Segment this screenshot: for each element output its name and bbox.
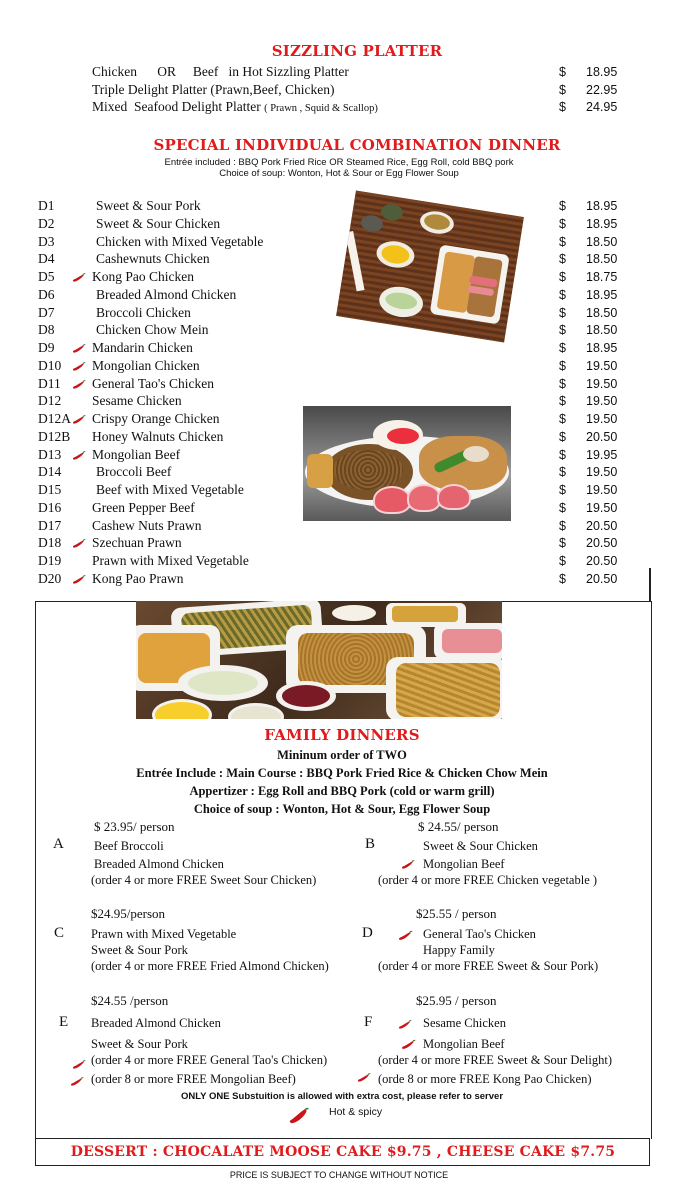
item-code: D15 (38, 482, 62, 497)
item-price: 19.50 (586, 412, 618, 426)
combination-item (0, 233, 682, 251)
family-entree-include: Entrée Include : Main Course : BBQ Pork Fried Rice & Chicken Chow Mein (136, 766, 548, 780)
item-code: D2 (38, 215, 55, 231)
item-code: D4 (38, 251, 55, 267)
set-dish: Mongolian Beef (423, 1037, 505, 1051)
spicy-pepper-icon (70, 1077, 84, 1087)
item-price: 18.75 (586, 270, 618, 284)
item-code: D6 (38, 286, 55, 302)
item-code: D19 (38, 553, 62, 568)
item-code: D3 (38, 233, 55, 249)
sizzling-item (0, 81, 682, 99)
currency: $ (559, 65, 566, 79)
set-price: $ 23.95/ person (94, 819, 175, 834)
currency: $ (559, 341, 566, 355)
item-price: 18.50 (586, 305, 618, 320)
set-bonus: (order 4 or more FREE Sweet Sour Chicken) (91, 873, 317, 887)
item-name: Sweet & Sour Pork (96, 198, 201, 213)
currency: $ (559, 323, 566, 338)
item-code: D12 (38, 393, 62, 409)
item-code: D1 (38, 198, 55, 213)
item-price: 19.95 (586, 447, 618, 462)
item-name: Breaded Almond Chicken (96, 286, 237, 302)
item-name: Mandarin Chicken (92, 340, 193, 355)
set-price: $ 24.55/ person (418, 819, 499, 834)
item-price: 18.50 (586, 252, 618, 267)
item-price: 18.95 (586, 65, 618, 79)
item-price: 20.50 (586, 571, 618, 586)
combination-item (0, 375, 682, 393)
item-code: D16 (38, 499, 62, 515)
set-letter: A (53, 836, 64, 852)
set-dish: Prawn with Mixed Vegetable (91, 927, 237, 941)
item-price: 18.95 (586, 287, 618, 302)
set-bonus: (order 4 or more FREE General Tao's Chicken) (91, 1053, 328, 1067)
item-code: D17 (38, 517, 62, 533)
currency: $ (559, 412, 566, 426)
spicy-pepper-icon (72, 362, 86, 372)
sizzling-item (0, 98, 682, 116)
set-letter: F (364, 1014, 373, 1030)
hot-spicy-pepper-icon (288, 1105, 312, 1127)
currency: $ (559, 394, 566, 409)
currency: $ (559, 447, 566, 462)
dessert-text: DESSERT : CHOCALATE MOOSE CAKE $9.75 , CHEESE CAKE $7.75 (70, 1144, 616, 1160)
item-code: D9 (38, 340, 55, 355)
set-dish: Sweet & Sour Chicken (423, 839, 538, 853)
set-letter: D (362, 925, 373, 941)
spicy-pepper-icon (401, 860, 415, 870)
spicy-pepper-icon (398, 1020, 412, 1030)
family-soup-choice: Choice of soup : Wonton, Hot & Sour, Egg Flower Soup (193, 802, 491, 816)
set-dish: Beef Broccoli (94, 839, 164, 853)
item-code: D13 (38, 446, 62, 462)
item-name: Sweet & Sour Chicken (96, 215, 221, 231)
item-code: D5 (38, 269, 55, 284)
item-code: D14 (38, 464, 62, 480)
item-name-text: Mixed Seafood Delight Platter (92, 99, 265, 114)
set-dish: Sweet & Sour Pork (91, 1037, 188, 1051)
set-price: $24.95/person (91, 906, 166, 921)
set-dish: Breaded Almond Chicken (91, 1016, 221, 1030)
item-code: D7 (38, 304, 55, 320)
item-code: D12A (38, 411, 71, 426)
currency: $ (559, 483, 566, 497)
spicy-pepper-icon (72, 539, 86, 549)
item-price: 20.50 (586, 536, 618, 551)
set-letter: C (54, 925, 65, 941)
item-code: D12B (38, 428, 71, 444)
item-name: Kong Pao Prawn (92, 570, 184, 586)
item-name: Broccoli Beef (96, 464, 172, 480)
combination-item (0, 534, 682, 552)
currency: $ (559, 287, 566, 302)
currency: $ (559, 234, 566, 249)
hot-spicy-label: Hot & spicy (329, 1106, 383, 1118)
combo-dinner-plate-photo (303, 406, 511, 521)
spicy-pepper-icon (357, 1073, 371, 1083)
combo-dinner-tray-photo (336, 190, 524, 342)
item-price: 24.95 (586, 100, 618, 114)
spicy-pepper-icon (72, 415, 86, 425)
item-name: Mongolian Beef (92, 446, 181, 462)
item-price: 20.50 (586, 554, 618, 568)
set-bonus: (order 4 or more FREE Sweet & Sour Pork) (378, 959, 599, 973)
item-price: 19.50 (586, 376, 618, 391)
item-name: Cashewnuts Chicken (96, 251, 210, 267)
set-dish: Breaded Almond Chicken (94, 857, 224, 871)
set-dish: Mongolian Beef (423, 857, 505, 871)
family-minimum-order: Mininum order of TWO (277, 748, 407, 762)
vertical-rule (649, 568, 651, 602)
item-note: ( Prawn , Squid & Scallop) (264, 103, 378, 114)
spicy-pepper-icon (72, 273, 86, 283)
item-name: Broccoli Chicken (96, 304, 191, 320)
combination-item (0, 197, 682, 215)
item-price: 20.50 (586, 518, 618, 533)
currency: $ (559, 83, 566, 97)
set-letter: B (365, 836, 376, 852)
currency: $ (559, 270, 566, 284)
item-price: 18.95 (586, 199, 618, 213)
spicy-pepper-icon (72, 1060, 86, 1070)
item-name: Kong Pao Chicken (92, 269, 194, 284)
item-price: 19.50 (586, 483, 618, 497)
item-name: Chicken Chow Mein (96, 322, 209, 338)
set-bonus: (order 4 or more FREE Chicken vegetable ) (378, 873, 598, 887)
set-bonus: (order 4 or more FREE Fried Almond Chicken) (91, 959, 329, 973)
combination-item (0, 215, 682, 233)
combination-item (0, 357, 682, 375)
combination-item (0, 321, 682, 339)
item-price: 18.95 (586, 341, 618, 355)
item-name (92, 98, 378, 118)
item-code: D18 (38, 535, 62, 551)
currency: $ (559, 376, 566, 391)
item-name: Prawn with Mixed Vegetable (92, 553, 249, 568)
item-name: Sesame Chicken (92, 393, 182, 409)
item-name: General Tao's Chicken (92, 375, 214, 391)
spicy-pepper-icon (72, 451, 86, 461)
family-dinner-spread-photo (136, 601, 502, 719)
currency: $ (559, 358, 566, 373)
item-name: Cashew Nuts Prawn (92, 517, 202, 533)
currency: $ (559, 554, 566, 568)
spicy-pepper-icon (398, 930, 413, 942)
item-price: 19.50 (586, 358, 618, 373)
item-code: D10 (38, 357, 62, 373)
currency: $ (559, 100, 566, 114)
combination-item (0, 339, 682, 357)
set-dish: General Tao's Chicken (423, 927, 536, 941)
spicy-pepper-icon (72, 344, 86, 354)
set-dish: Sesame Chicken (423, 1016, 506, 1030)
sizzling-platter-title: SIZZLING PLATTER (271, 42, 443, 60)
item-code: D20 (38, 570, 62, 586)
item-name: Chicken OR Beef in Hot Sizzling Platter (92, 64, 349, 79)
family-appetizer: Appertizer : Egg Roll and BBQ Pork (cold or warm grill) (189, 784, 495, 798)
currency: $ (559, 252, 566, 267)
sizzling-item (0, 63, 682, 81)
combination-subtitle-2: Choice of soup: Wonton, Hot & Sour or Egg Flower Soup (219, 168, 459, 179)
item-price: 20.50 (586, 429, 618, 444)
price-change-notice: PRICE IS SUBJECT TO CHANGE WITHOUT NOTICE (229, 1170, 449, 1180)
set-dish: Sweet & Sour Pork (91, 943, 188, 957)
currency: $ (559, 536, 566, 551)
item-name: Crispy Orange Chicken (92, 411, 220, 426)
spicy-pepper-icon (72, 380, 86, 390)
currency: $ (559, 571, 566, 586)
family-dinners-title: FAMILY DINNERS (264, 726, 420, 744)
set-price: $25.95 / person (416, 993, 497, 1008)
set-bonus: (order 4 or more FREE Sweet & Sour Delight) (378, 1053, 612, 1067)
item-name: Mongolian Chicken (92, 357, 200, 373)
combination-dinner-title: SPECIAL INDIVIDUAL COMBINATION DINNER (153, 136, 561, 154)
set-letter: E (59, 1014, 69, 1030)
substitution-note: ONLY ONE Substuition is allowed with extra cost, please refer to server (180, 1091, 504, 1102)
currency: $ (559, 465, 566, 480)
currency: $ (559, 305, 566, 320)
spicy-pepper-icon (401, 1039, 416, 1051)
item-name: Honey Walnuts Chicken (92, 428, 224, 444)
item-price: 19.50 (586, 465, 618, 480)
item-price: 18.50 (586, 323, 618, 338)
combination-item (0, 250, 682, 268)
set-price: $25.55 / person (416, 906, 497, 921)
set-bonus: (order 8 or more FREE Mongolian Beef) (91, 1072, 296, 1086)
combination-subtitle-1: Entrée included : BBQ Pork Fried Rice OR Steamed Rice, Egg Roll, cold BBQ pork (164, 157, 514, 168)
set-dish: Happy Family (423, 943, 495, 957)
combination-item (0, 570, 682, 588)
item-price: 19.50 (586, 500, 618, 515)
item-name: Green Pepper Beef (92, 499, 195, 515)
currency: $ (559, 199, 566, 213)
item-name: Chicken with Mixed Vegetable (96, 233, 264, 249)
combination-item (0, 552, 682, 570)
item-price: 18.50 (586, 234, 618, 249)
item-price: 18.95 (586, 216, 618, 231)
item-name: Triple Delight Platter (Prawn,Beef, Chicken) (92, 82, 335, 97)
item-price: 19.50 (586, 394, 618, 409)
currency: $ (559, 518, 566, 533)
currency: $ (559, 429, 566, 444)
set-bonus: (orde 8 or more FREE Kong Pao Chicken) (378, 1072, 592, 1086)
currency: $ (559, 216, 566, 231)
item-name: Szechuan Prawn (92, 535, 182, 551)
item-name: Beef with Mixed Vegetable (96, 482, 244, 497)
spicy-pepper-icon (72, 575, 86, 585)
item-code: D8 (38, 322, 55, 338)
set-price: $24.55 /person (91, 993, 169, 1008)
item-price: 22.95 (586, 83, 618, 97)
item-code: D11 (38, 375, 61, 391)
currency: $ (559, 500, 566, 515)
